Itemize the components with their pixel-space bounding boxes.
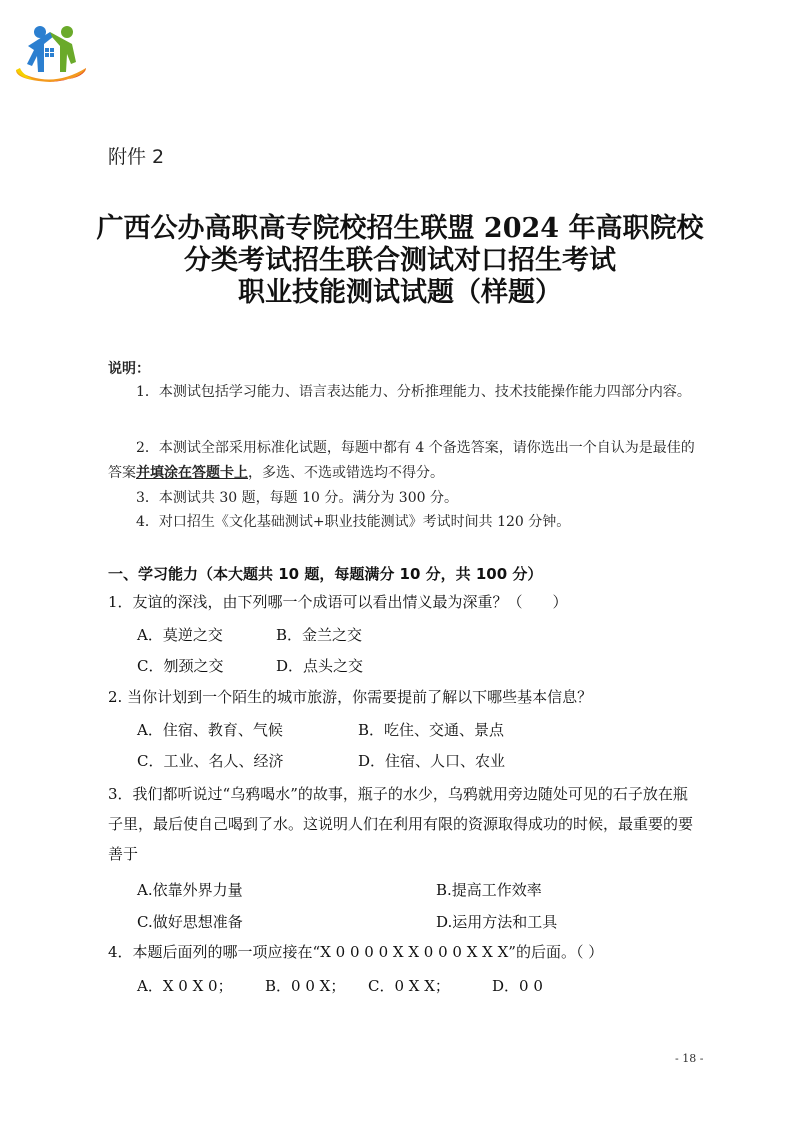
question-3-option-c: C.做好思想准备 [137,913,243,931]
question-1-stem: 1．友谊的深浅，由下列哪一个成语可以看出情义最为深重？（ ） [108,593,568,611]
question-2-stem: 2. 当你计划到一个陌生的城市旅游，你需要提前了解以下哪些基本信息？ [108,688,593,706]
question-4-option-d: D．0 0 [492,977,543,995]
question-4-option-b: B．0 0 X； [265,977,346,995]
question-2-option-c: C．工业、名人、经济 [137,752,284,770]
page-title [0,213,800,309]
question-4-option-c: C．0 X X； [368,977,450,995]
annex-label: 附件 2 [108,146,165,168]
question-3-option-a: A.依靠外界力量 [137,881,243,899]
question-2-option-a: A．住宿、教育、气候 [137,721,283,739]
instructions-heading: 说明： [108,361,150,377]
instruction-item-2 [108,436,698,486]
section-heading: 一、学习能力（本大题共 10 题，每题满分 10 分，共 100 分） [108,565,543,583]
instruction-item-2-emphasis: 并填涂在答题卡上 [136,465,248,481]
instruction-item-2-text: 2．本测试全部采用标准化试题，每题中都有 4 个备选答案，请你选出一个自认为是最佳的答案 [108,440,695,481]
instruction-item-4: 4．对口招生《文化基础测试+职业技能测试》考试时间共 120 分钟。 [136,514,571,530]
instruction-item-3: 3．本测试共 30 题，每题 10 分。满分为 300 分。 [136,490,458,506]
instruction-item-2-tail: ，多选、不选或错选均不得分。 [248,465,444,481]
question-1-option-a: A．莫逆之交 [137,626,223,644]
question-1-option-c: C．刎颈之交 [137,657,224,675]
question-4-stem: 4．本题后面列的哪一项应接在“X 0 0 0 0 X X 0 0 0 X X X”的后面。（ ） [108,943,604,961]
page-number: - 18 - [675,1052,704,1065]
question-4-option-a: A．X 0 X 0； [137,977,233,995]
title-line-3: 职业技能测试试题（样题） [238,277,562,308]
question-2-option-b: B．吃住、交通、景点 [358,721,505,739]
home-people-logo-icon [10,22,90,84]
title-line-2: 分类考试招生联合测试对口招生考试 [184,245,616,276]
question-3-option-d: D.运用方法和工具 [436,913,558,931]
instruction-item-1: 1．本测试包括学习能力、语言表达能力、分析推理能力、技术技能操作能力四部分内容。 [136,384,691,400]
question-3-option-b: B.提高工作效率 [436,881,542,899]
question-2-option-d: D．住宿、人口、农业 [358,752,506,770]
question-1-option-b: B．金兰之交 [276,626,363,644]
title-line-1: 广西公办高职高专院校招生联盟 2024 年高职院校 [96,213,704,244]
question-1-option-d: D．点头之交 [276,657,364,675]
question-3-stem: 3．我们都听说过“乌鸦喝水”的故事，瓶子的水少，乌鸦就用旁边随处可见的石子放在瓶子里，最后使自己喝到了水。这说明人们在利用有限的资源取得成功的时候，最重要的要善于 [108,785,694,863]
